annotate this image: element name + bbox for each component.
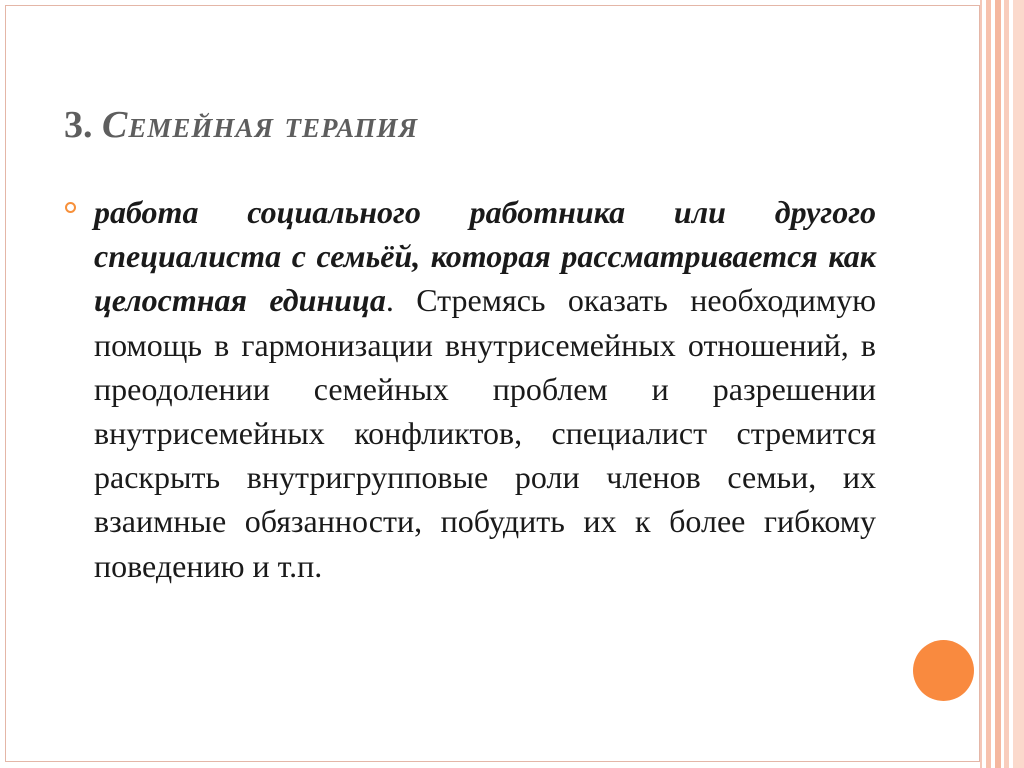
paragraph-text: . Стремясь оказать необходимую помощь в гармонизации внутрисемейных отношений, в преодолении семейных проблем и разрешении внутрисемейных конфликтов, специалист стремится раскрыть внутригрупповые роли членов семьи, их взаимные обязанности, побудить их к более гибкому поведению и т.п. <box>94 282 877 584</box>
side-stripes <box>980 0 1024 768</box>
title-number: 3. <box>64 104 93 146</box>
stripe <box>986 0 991 768</box>
bullet-ring-icon <box>65 202 76 213</box>
title-text: Семейная терапия <box>102 104 419 146</box>
stripe <box>995 0 1001 768</box>
stripe <box>1013 0 1024 768</box>
decorative-orange-circle <box>913 640 974 701</box>
bullet-paragraph <box>94 190 876 588</box>
stripe <box>1004 0 1009 768</box>
emphasized-definition: работа социального работника или другого специалиста с семьёй, которая рассматривается как целостная единица <box>94 194 876 319</box>
slide-title <box>64 103 418 149</box>
stripe <box>980 0 982 768</box>
